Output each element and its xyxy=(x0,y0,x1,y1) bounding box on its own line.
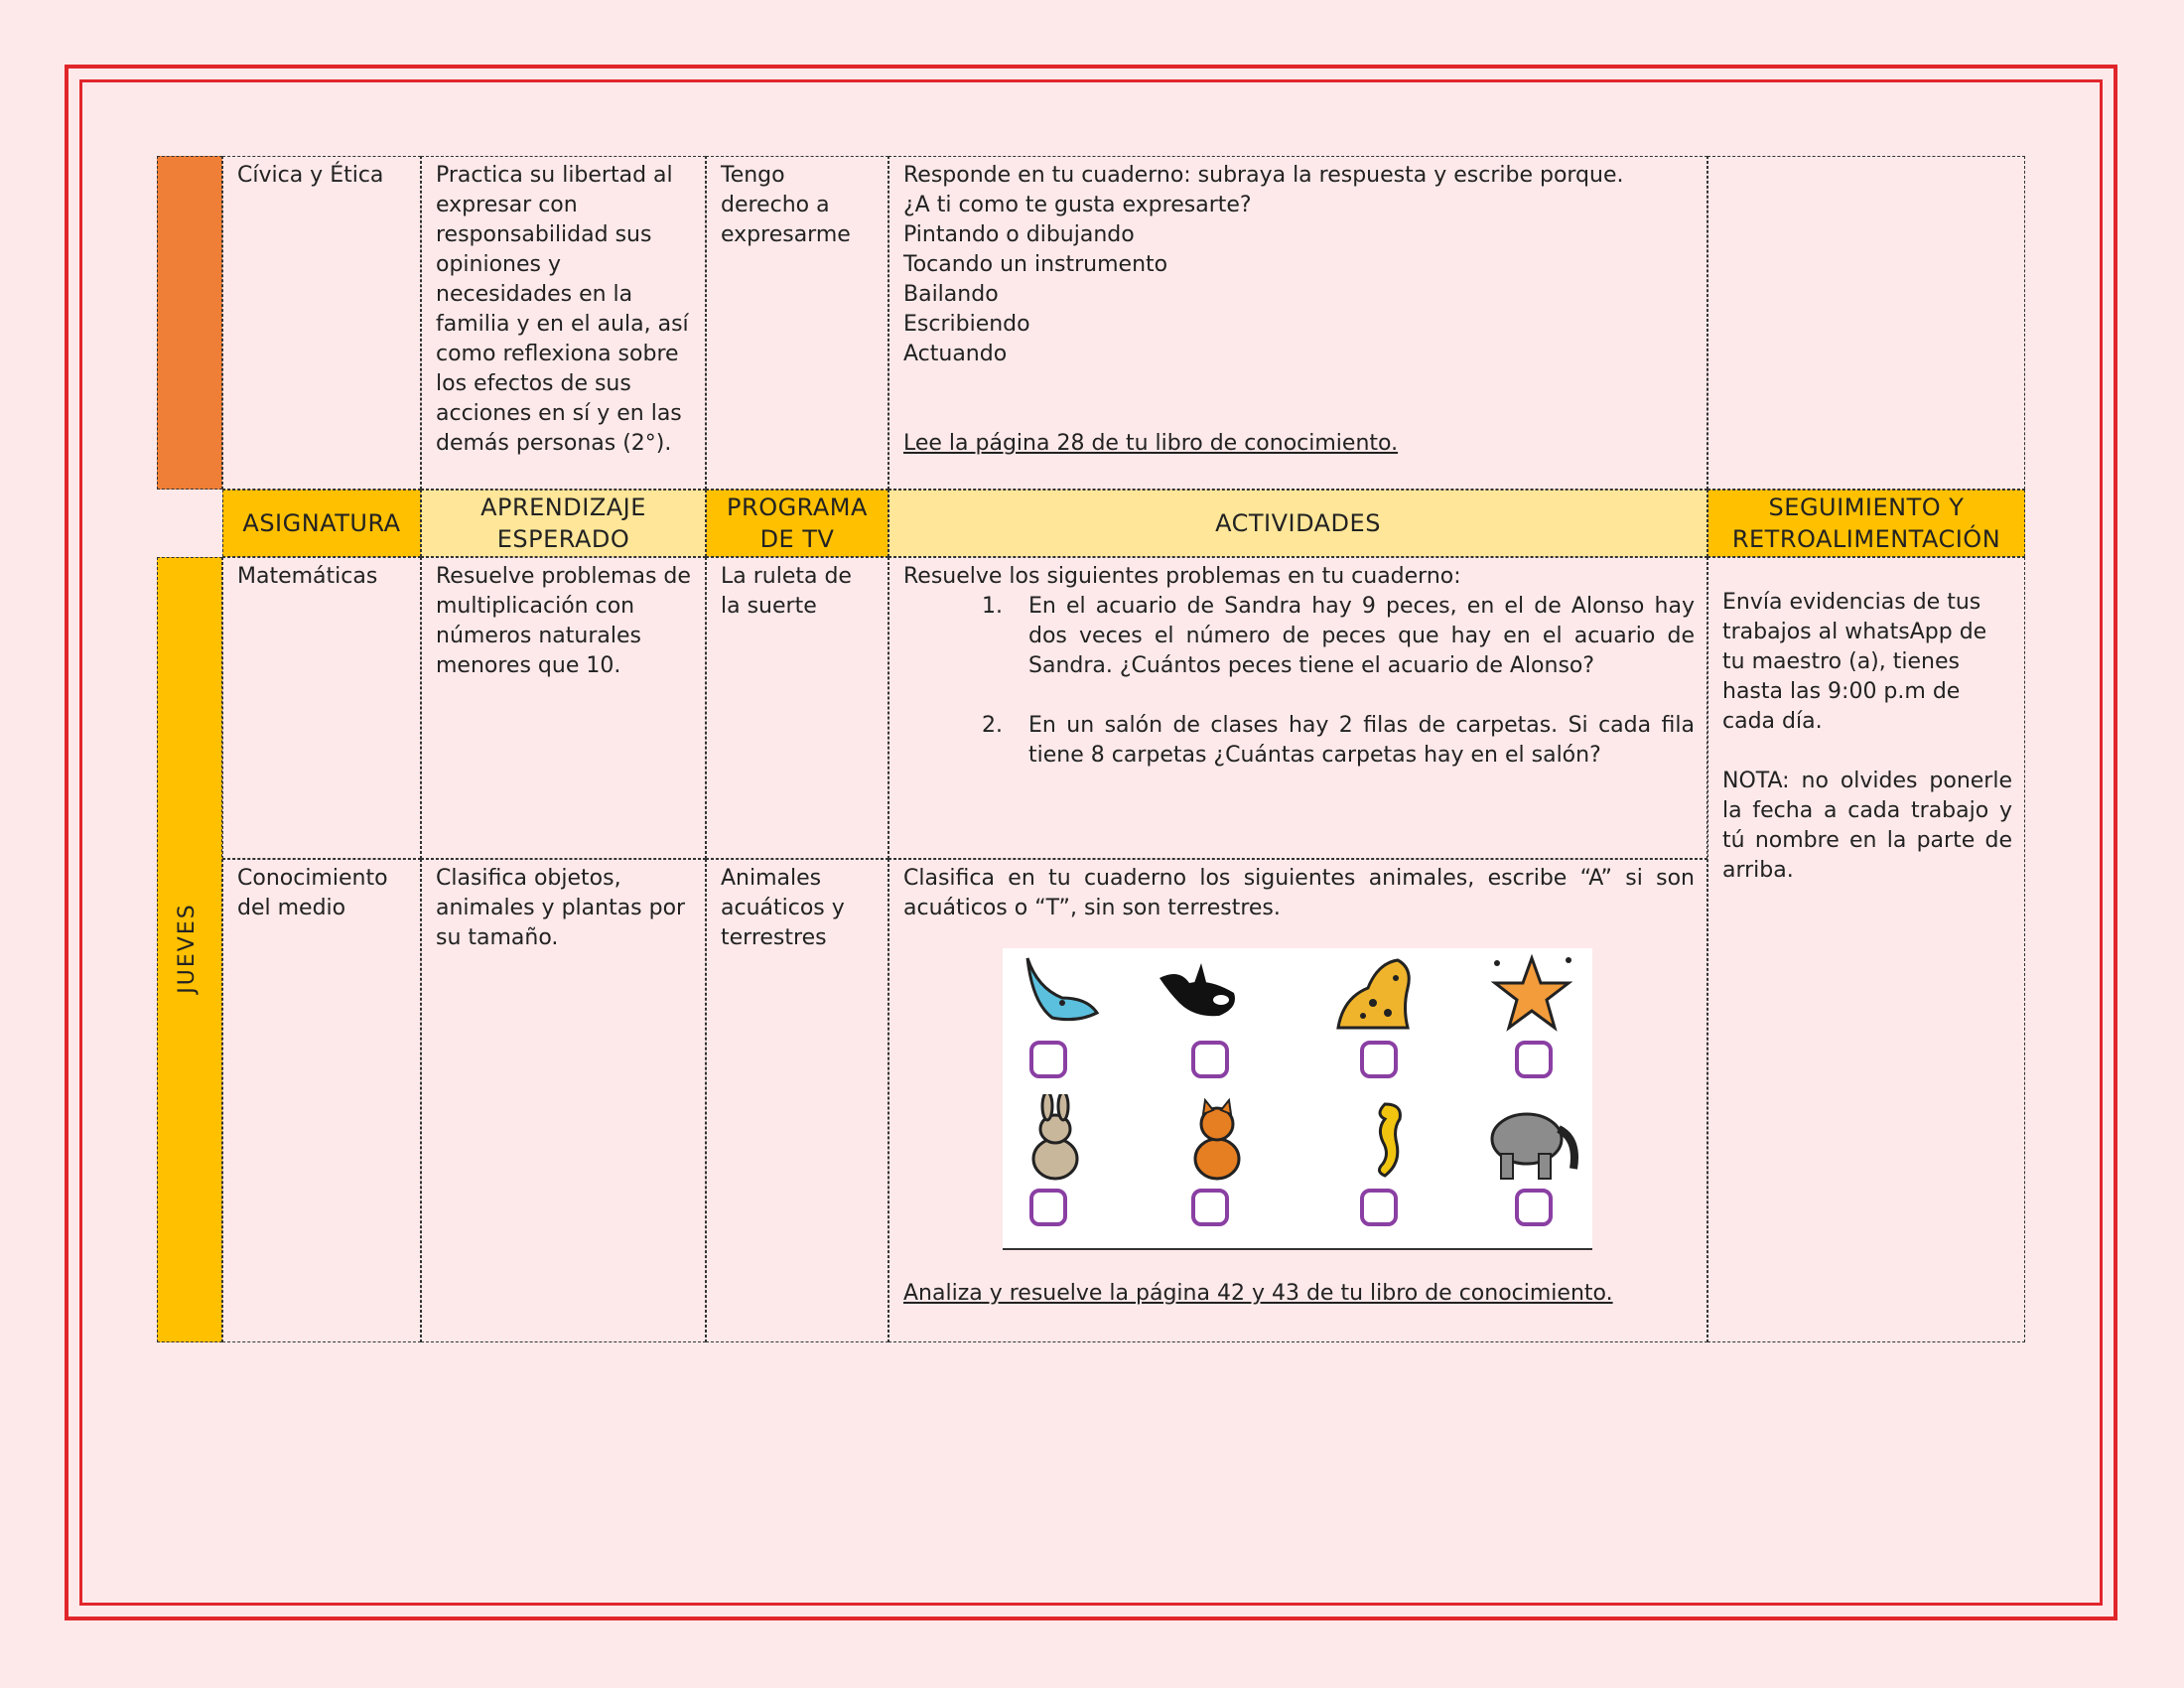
math-activity-intro: Resuelve los siguientes problemas en tu cuaderno: xyxy=(903,564,1461,589)
answer-checkbox[interactable] xyxy=(1360,1189,1398,1226)
math-problem xyxy=(903,592,1695,681)
civics-option: Escribiendo xyxy=(903,312,1030,337)
starfish-icon xyxy=(1477,948,1586,1038)
civics-activity-question: ¿A ti como te gusta expresarte? xyxy=(903,193,1252,217)
orca-icon xyxy=(1150,948,1259,1038)
math-tv-program: La ruleta de la suerte xyxy=(706,557,888,859)
seahorse-icon xyxy=(1335,1094,1444,1184)
header-learning: APRENDIZAJE ESPERADO xyxy=(421,490,706,557)
day-label: JUEVES xyxy=(175,903,200,994)
followup-note: NOTA: no olvides ponerle la fecha a cada trabajo y tú nombre en la parte de arriba. xyxy=(1722,769,2012,883)
civics-book-link: Lee la página 28 de tu libro de conocimiento. xyxy=(903,431,1399,456)
civics-subject: Cívica y Ética xyxy=(222,156,421,490)
answer-checkbox[interactable] xyxy=(1360,1041,1398,1078)
answer-checkbox[interactable] xyxy=(1029,1041,1067,1078)
math-subject: Matemáticas xyxy=(222,557,421,859)
answer-checkbox[interactable] xyxy=(1029,1189,1067,1226)
rabbit-icon xyxy=(1008,1094,1117,1184)
civics-option: Pintando o dibujando xyxy=(903,222,1135,247)
math-problem xyxy=(903,711,1695,771)
civics-option: Actuando xyxy=(903,342,1008,366)
math-problem-list xyxy=(903,592,1695,771)
science-activity-intro: Clasifica en tu cuaderno los siguientes animales, escribe “A” si son acuáticos o “T”, sin son terrestres. xyxy=(903,866,1695,920)
header-tv-program: PROGRAMA DE TV xyxy=(706,490,888,557)
problem-number: 1. xyxy=(982,594,1003,619)
science-tv-program: Animales acuáticos y terrestres xyxy=(706,859,888,1342)
problem-text: En el acuario de Sandra hay 9 peces, en el de Alonso hay dos veces el número de peces que hay en el acuario de Sandra. ¿Cuántos peces tiene el acuario de Alonso? xyxy=(1028,594,1695,678)
civics-option: Tocando un instrumento xyxy=(903,252,1168,277)
science-subject: Conocimiento del medio xyxy=(222,859,421,1342)
math-learning: Resuelve problemas de multiplicación con números naturales menores que 10. xyxy=(421,557,706,859)
leopard-icon xyxy=(1318,948,1428,1038)
answer-checkbox[interactable] xyxy=(1515,1041,1553,1078)
civics-learning: Practica su libertad al expresar con responsabilidad sus opiniones y necesidades en la familia y en el aula, así como reflexiona sobre los efectos de sus acciones en sí y en las demás personas (2°). xyxy=(421,156,706,490)
elephant-icon xyxy=(1479,1094,1588,1184)
problem-text: En un salón de clases hay 2 filas de carpetas. Si cada fila tiene 8 carpetas ¿Cuántas carpetas hay en el salón? xyxy=(1028,713,1695,768)
stingray-icon xyxy=(1008,948,1117,1038)
civics-followup xyxy=(1707,156,2025,490)
civics-tv-program: Tengo derecho a expresarme xyxy=(706,156,888,490)
science-book-link: Analiza y resuelve la página 42 y 43 de tu libro de conocimiento. xyxy=(903,1281,1613,1306)
answer-checkbox[interactable] xyxy=(1191,1189,1229,1226)
header-followup: SEGUIMIENTO Y RETROALIMENTACIÓN xyxy=(1707,490,2025,557)
animals-worksheet-image xyxy=(1003,948,1592,1250)
header-activities: ACTIVIDADES xyxy=(888,490,1707,557)
header-subject: ASIGNATURA xyxy=(222,490,421,557)
followup-cell xyxy=(1707,557,2025,1342)
followup-evidence: Envía evidencias de tus trabajos al whatsApp de tu maestro (a), tienes hasta las 9:00 p.m de cada día. xyxy=(1722,590,1987,734)
cat-icon xyxy=(1169,1094,1279,1184)
civics-option: Bailando xyxy=(903,282,999,307)
science-learning: Clasifica objetos, animales y plantas por su tamaño. xyxy=(421,859,706,1342)
math-activities xyxy=(888,557,1707,859)
civics-activities xyxy=(888,156,1707,490)
civics-activity-intro: Responde en tu cuaderno: subraya la respuesta y escribe porque. xyxy=(903,163,1624,188)
answer-checkbox[interactable] xyxy=(1191,1041,1229,1078)
orange-band xyxy=(157,156,222,490)
answer-checkbox[interactable] xyxy=(1515,1189,1553,1226)
problem-number: 2. xyxy=(982,713,1003,738)
